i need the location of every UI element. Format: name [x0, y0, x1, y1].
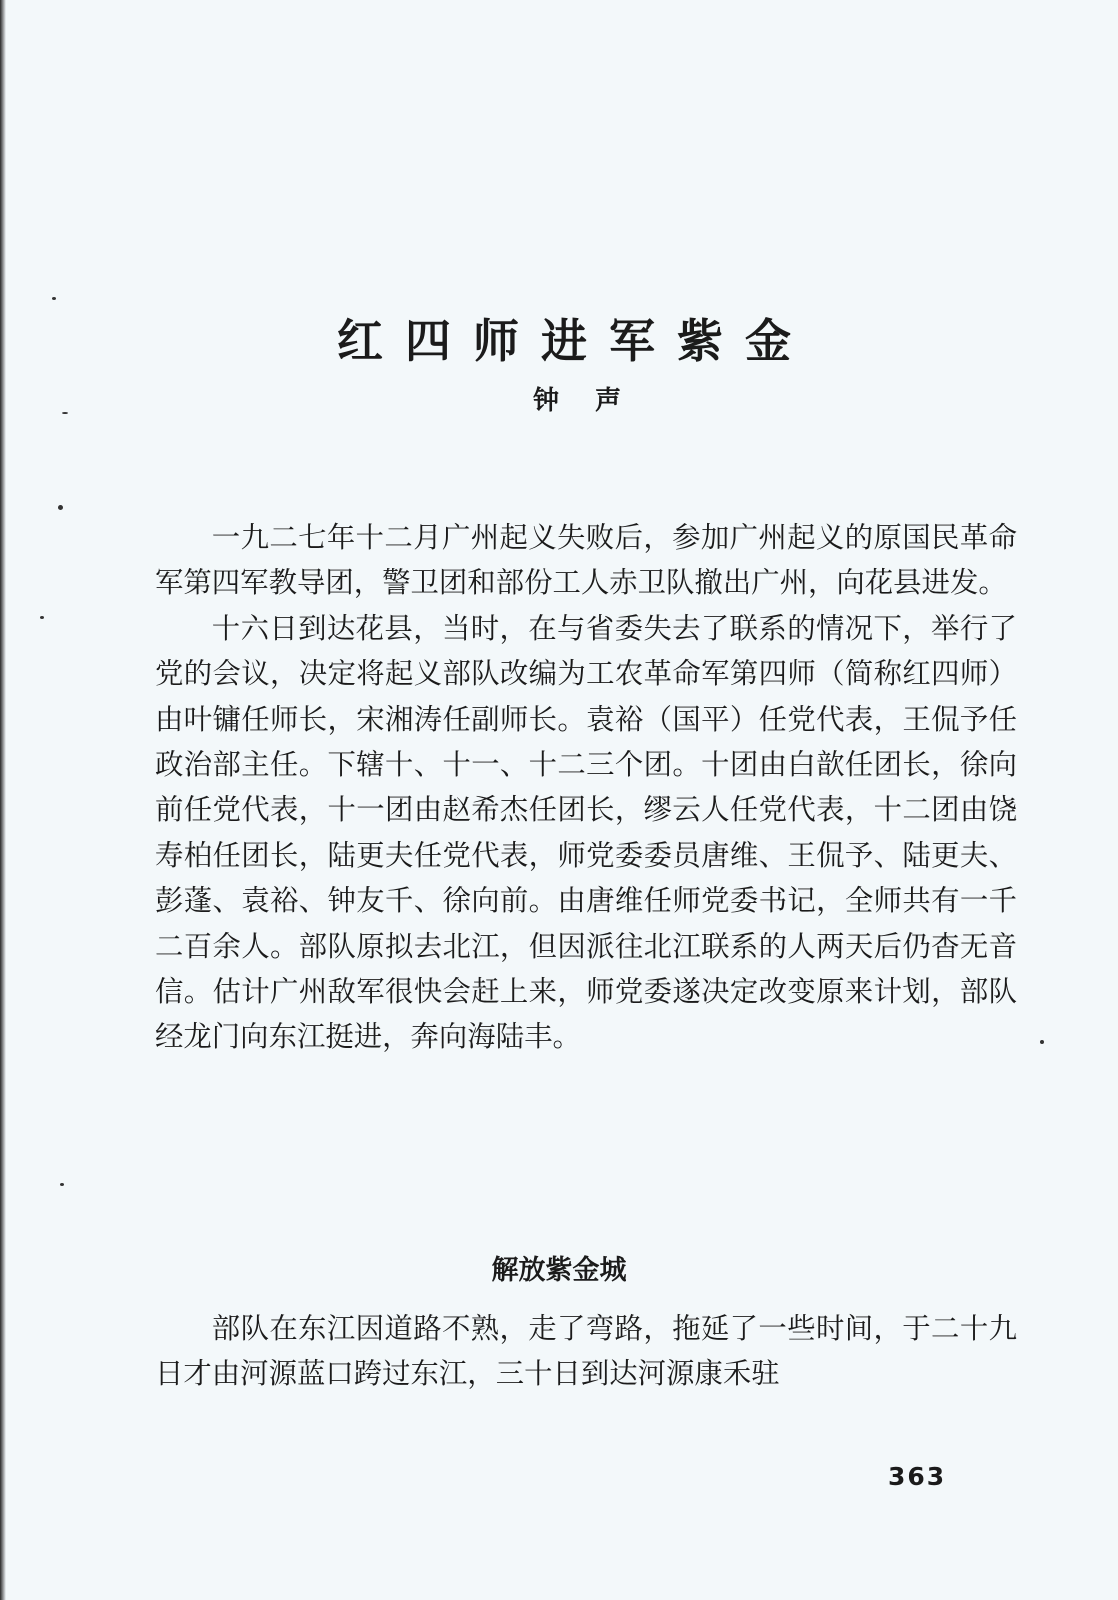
scan-speck	[58, 505, 63, 510]
scan-speck	[1040, 1040, 1044, 1044]
paragraph-1: 一九二七年十二月广州起义失败后，参加广州起义的原国民革命军第四军教导团，警卫团和部份工人赤卫队撤出广州，向花县进发。	[155, 521, 1017, 600]
paragraph-2: 十六日到达花县，当时，在与省委失去了联系的情况下，举行了党的会议，决定将起义部队改编为工农革命军第四师（简称红四师）由叶镛任师长，宋湘涛任副师长。袁裕（国平）任党代表，王侃予任政治部主任。下辖十、十一、十二三个团。十团由白歆任团长，徐向前任党代表，十一团由赵希杰任团长，缪云人任党代表，十二团由饶寿柏任团长，陆更夫任党代表，师党委委员唐维、王侃予、陆更夫、彭蓬、袁裕、钟友千、徐向前。由唐维任师党委书记，全师共有一千二百余人。部队原拟去北江，但因派往北江联系的人两天后仍杳无音信。估计广州敌军很快会赶上来，师党委遂决定改变原来计划，部队经龙门向东江挺进，奔向海陆丰。	[155, 611, 1017, 1054]
scan-speck	[60, 1183, 64, 1186]
scan-speck	[52, 297, 56, 300]
scan-speck	[40, 616, 44, 619]
page-number: 363	[888, 1462, 947, 1491]
page-title: 红四师进军紫金	[337, 313, 813, 368]
section-text	[155, 1306, 1017, 1397]
scan-left-edge	[0, 0, 6, 1600]
section-heading: 解放紫金城	[491, 1255, 627, 1287]
author-name: 钟声	[532, 386, 657, 416]
main-text	[155, 515, 1017, 1060]
paragraph-3: 部队在东江因道路不熟，走了弯路，拖延了一些时间，于二十九日才由河源蓝口跨过东江，三十日到达河源康禾驻	[155, 1312, 1017, 1391]
